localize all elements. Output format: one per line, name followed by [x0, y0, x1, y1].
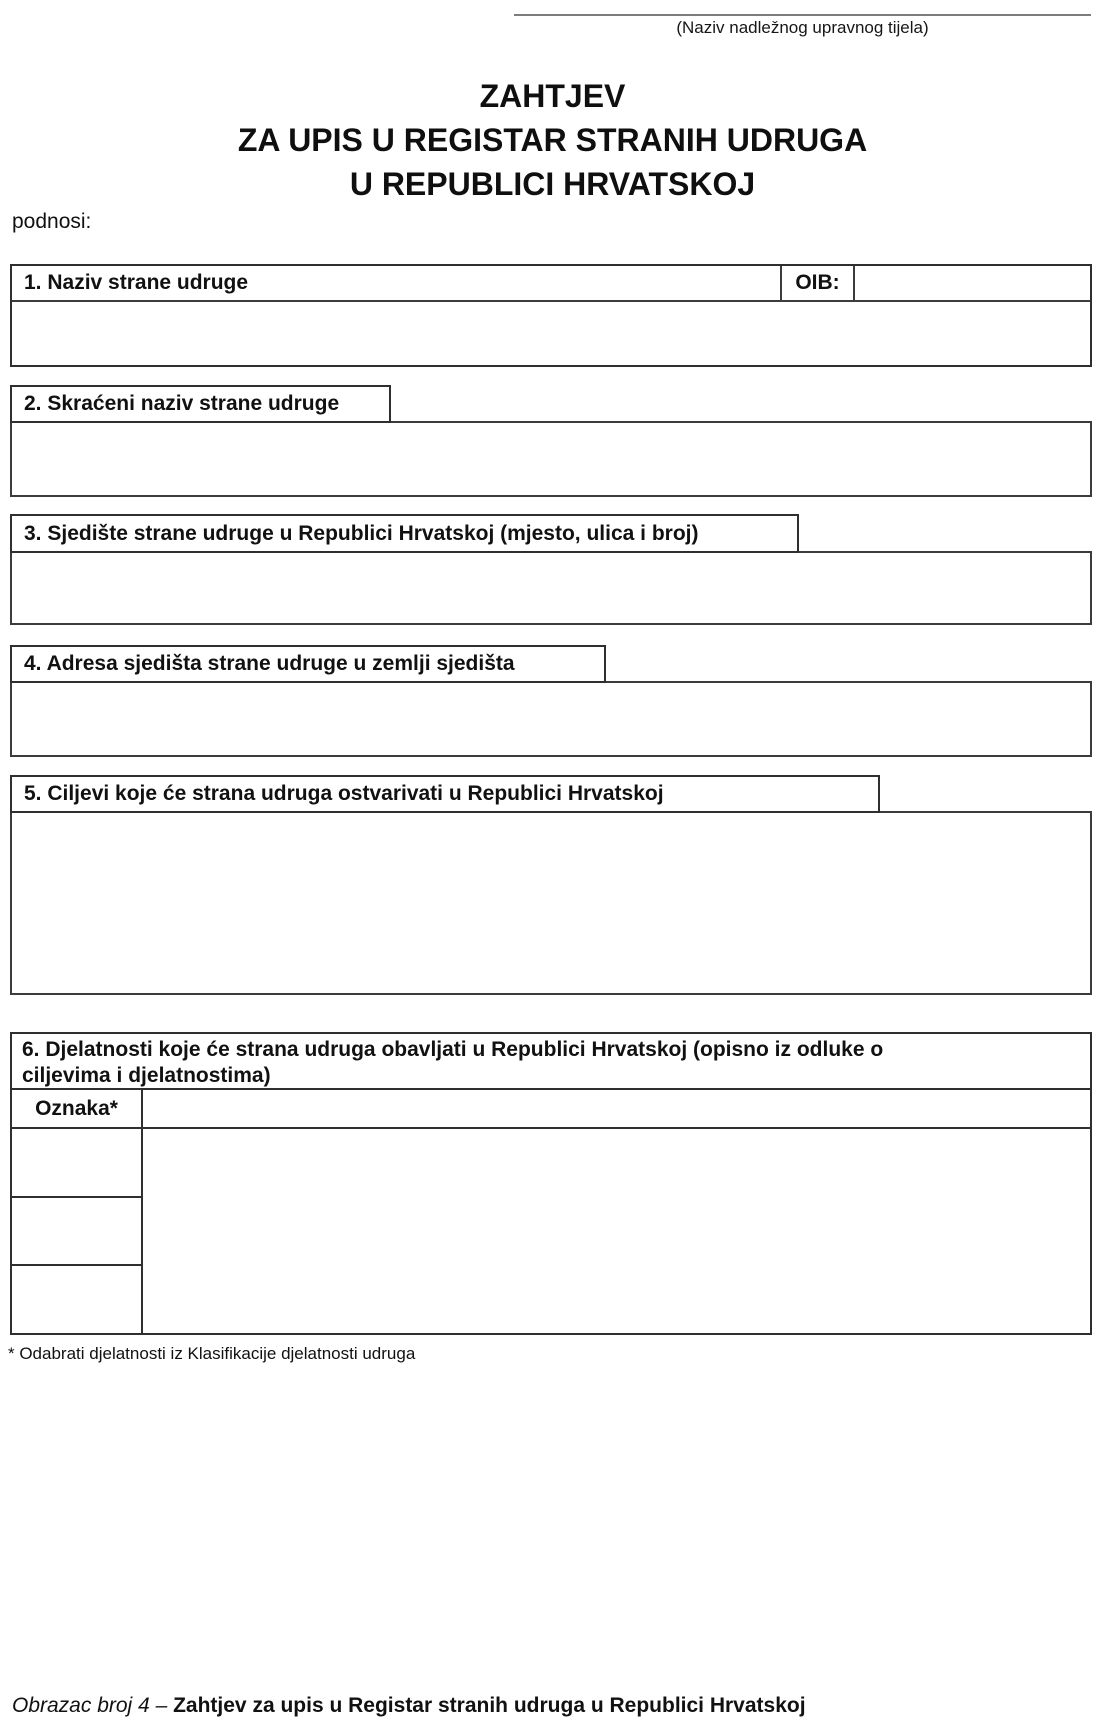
form-designation	[12, 1694, 806, 1718]
authority-signature-line	[514, 14, 1091, 16]
oznaka-column-header: Oznaka*	[12, 1090, 143, 1127]
field-2-label: 2. Skraćeni naziv strane udruge	[10, 385, 391, 423]
form-title	[0, 74, 1105, 206]
field-1-header-row	[12, 266, 1090, 302]
field-6-table-body	[12, 1129, 1090, 1333]
form-designation-prefix: Obrazac broj 4 –	[12, 1694, 174, 1717]
field-3-input[interactable]	[10, 551, 1092, 625]
oznaka-cell-3[interactable]	[12, 1264, 141, 1333]
form-title-line2: ZA UPIS U REGISTAR STRANIH UDRUGA	[237, 122, 868, 158]
field-4-label: 4. Adresa sjedišta strane udruge u zemlji sjedišta	[10, 645, 606, 683]
field-6-table-header-row	[12, 1090, 1090, 1129]
form-designation-title: Zahtjev za upis u Registar stranih udruga u Republici Hrvatskoj	[173, 1694, 806, 1717]
field-6-activities-table	[10, 1088, 1092, 1335]
field-3-label: 3. Sjedište strane udruge u Republici Hrvatskoj (mjesto, ulica i broj)	[10, 514, 799, 553]
field-1-naziv-strane-udruge	[10, 264, 1092, 367]
oib-input[interactable]	[855, 266, 1090, 300]
oznaka-column	[12, 1129, 143, 1333]
field-6-label	[10, 1032, 1092, 1090]
submitter-label: podnosi:	[12, 210, 92, 233]
oib-label: OIB:	[780, 266, 855, 300]
field-1-input[interactable]	[12, 302, 1090, 365]
description-column-header	[143, 1090, 1090, 1127]
footnote: * Odabrati djelatnosti iz Klasifikacije djelatnosti udruga	[8, 1344, 416, 1363]
field-5-label: 5. Ciljevi koje će strana udruga ostvarivati u Republici Hrvatskoj	[10, 775, 880, 813]
field-6-label-line1: 6. Djelatnosti koje će strana udruga obavljati u Republici Hrvatskoj (opisno iz odluke o	[22, 1038, 884, 1061]
oznaka-cell-1[interactable]	[12, 1129, 141, 1196]
field-6-description-input[interactable]	[143, 1129, 1090, 1333]
field-1-label: 1. Naziv strane udruge	[24, 271, 249, 294]
field-6-label-line2: ciljevima i djelatnostima)	[22, 1064, 271, 1087]
field-4-input[interactable]	[10, 681, 1092, 757]
form-title-line3: U REPUBLICI HRVATSKOJ	[349, 166, 756, 202]
authority-caption: (Naziv nadležnog upravnog tijela)	[676, 18, 929, 37]
oznaka-cell-2[interactable]	[12, 1196, 141, 1265]
form-title-line1: ZAHTJEV	[479, 78, 626, 114]
field-5-input[interactable]	[10, 811, 1092, 995]
field-2-input[interactable]	[10, 421, 1092, 497]
